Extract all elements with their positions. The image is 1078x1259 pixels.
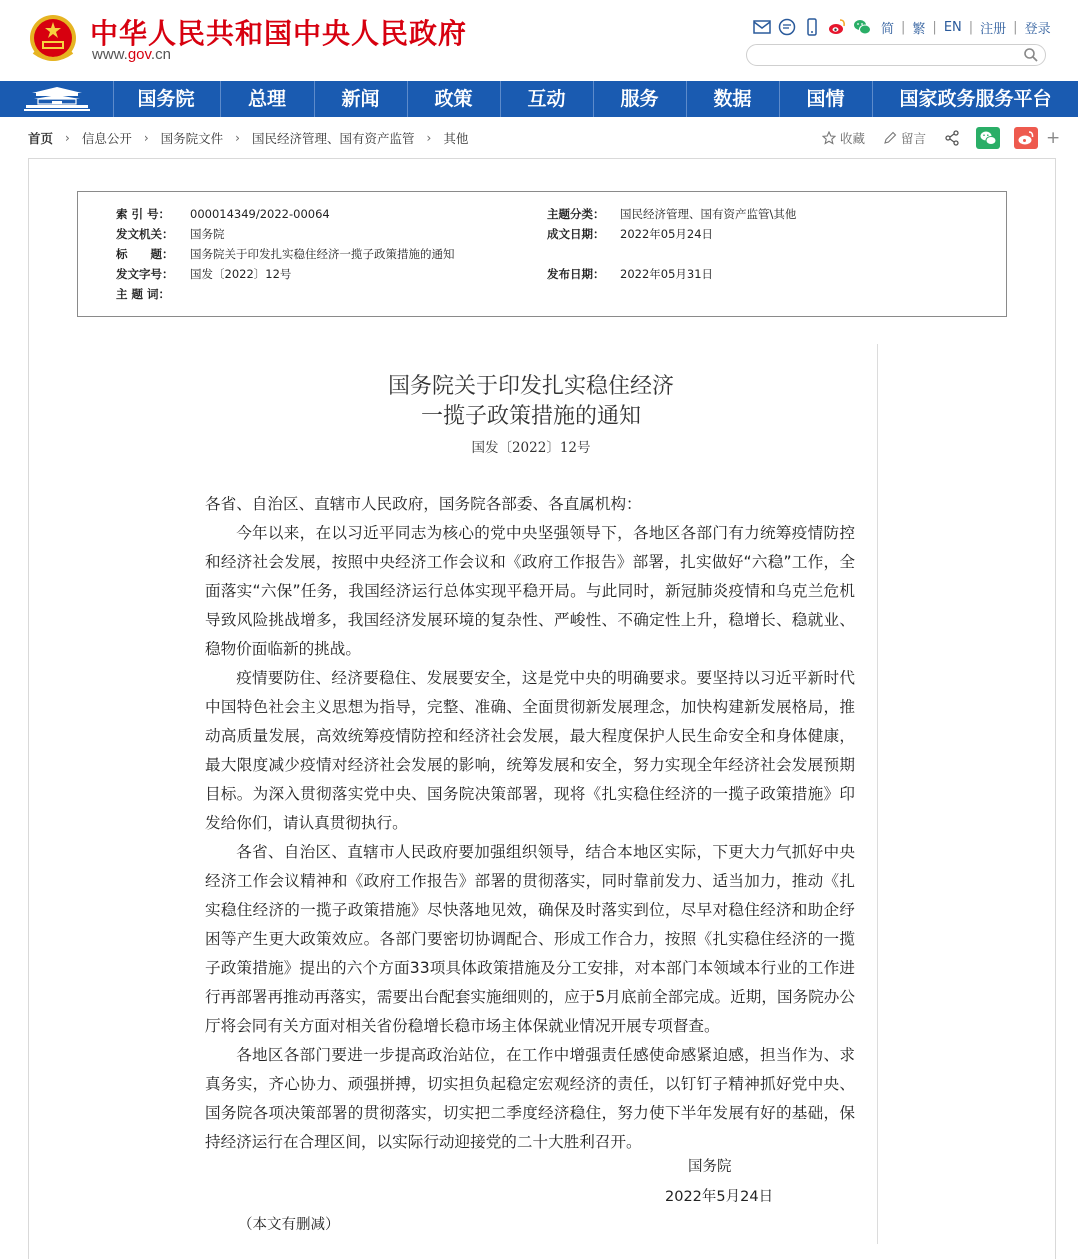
simplified-link[interactable]: 简 — [881, 21, 895, 37]
document-number: 国发〔2022〕12号 — [471, 440, 591, 456]
top-link-divider: | — [901, 19, 906, 35]
nav-item-data[interactable]: 数据 — [713, 88, 752, 110]
mail-icon[interactable] — [752, 18, 772, 36]
nav-item-interaction[interactable]: 互动 — [527, 88, 566, 110]
comment-label: 留言 — [901, 131, 927, 146]
chevron-right-icon: › — [143, 131, 149, 145]
nav-item-premier[interactable]: 总理 — [247, 88, 286, 110]
chevron-right-icon: › — [426, 131, 432, 145]
site-url-suffix: .cn — [150, 46, 171, 63]
site-url[interactable] — [92, 46, 171, 63]
document-title-line-1: 国务院关于印发扎实稳住经济 — [387, 374, 674, 399]
login-link[interactable]: 登录 — [1024, 21, 1051, 37]
search-box — [746, 44, 1046, 66]
favorite-label: 收藏 — [840, 131, 866, 146]
breadcrumb-info-disclosure[interactable]: 信息公开 — [81, 131, 132, 146]
national-emblem-icon[interactable] — [28, 12, 78, 66]
meta-value-docno: 国发〔2022〕12号 — [190, 267, 292, 281]
share-weibo-icon[interactable] — [1014, 127, 1038, 149]
meta-row-issuer — [78, 226, 1006, 242]
meta-value-published-date: 2022年05月31日 — [620, 267, 714, 281]
meta-label-keywords: 主 题 词： — [116, 287, 171, 301]
meta-label-written-date: 成文日期： — [547, 227, 605, 241]
search-input[interactable] — [757, 46, 1021, 66]
traditional-link[interactable]: 繁 — [912, 21, 926, 37]
top-link-divider: | — [968, 19, 974, 35]
site-title[interactable]: 中华人民共和国中央人民政府 — [90, 17, 468, 50]
message-icon[interactable] — [777, 18, 797, 36]
more-share-button[interactable]: + — [1046, 128, 1061, 148]
meta-value-index: 000014349/2022-00064 — [190, 207, 330, 221]
english-link[interactable]: EN — [943, 19, 962, 35]
search-icon[interactable] — [1023, 47, 1039, 63]
meta-row-docno — [78, 266, 1006, 282]
main-nav — [0, 79, 1078, 117]
meta-value-written-date: 2022年05月24日 — [620, 227, 714, 241]
nav-item-news[interactable]: 新闻 — [341, 88, 380, 110]
star-icon — [822, 131, 836, 145]
nav-item-national-info[interactable]: 国情 — [806, 88, 845, 110]
weibo-icon[interactable] — [827, 18, 847, 36]
meta-label-issuer: 发文机关： — [116, 227, 174, 241]
paragraph: 各省、自治区、直辖市人民政府要加强组织领导，结合本地区实际，下更大力气抓好中央经济工作会议精神和《政府工作报告》部署的贯彻落实，同时靠前发力、适当加力，推动《扎实稳住经济的一揽子政策措施》尽快落地见效，确保及时落实到位，尽早对稳住经济和助企纾困等产生更大政策效应。各部门要密切协调配合、形成工作合力，按照《扎实稳住经济的一揽子政策措施》提出的六个方面33项具体政策措施及分工安排，对本部门本领域本行业的工作进行再部署再推动再落实，需要出台配套实施细则的，应于5月底前全部完成。近期，国务院办公厅将会同有关方面对相关省份稳增长稳市场主体保就业情况开展专项督查。 — [205, 843, 855, 1035]
breadcrumb-state-council-docs[interactable]: 国务院文件 — [160, 131, 224, 146]
meta-row-index — [78, 206, 1006, 222]
paragraph: 疫情要防住、经济要稳住、发展要安全，这是党中央的明确要求。要坚持以习近平新时代中国特色社会主义思想为指导，完整、准确、全面贯彻新发展理念，加快构建新发展格局，推动高质量发展，高效统筹疫情防控和经济社会发展，最大程度保护人民生命安全和身体健康，最大限度减少疫情对经济社会发展的影响，统筹发展和安全，努力实现全年经济社会发展预期目标。为深入贯彻落实党中央、国务院决策部署，现将《扎实稳住经济的一揽子政策措施》印发给你们，请认真贯彻执行。 — [205, 669, 855, 832]
top-link-divider: | — [932, 19, 937, 35]
favorite-button[interactable] — [822, 129, 865, 147]
content-divider — [877, 344, 878, 1244]
page-tools — [822, 127, 1060, 149]
tiananmen-logo-icon[interactable] — [22, 85, 92, 113]
meta-value-topic: 国民经济管理、国有资产监管\其他 — [620, 207, 797, 221]
site-header — [0, 0, 1078, 78]
meta-row-keywords — [78, 286, 1006, 302]
meta-label-topic: 主题分类： — [547, 207, 605, 221]
meta-label-index: 索 引 号： — [116, 207, 171, 221]
meta-label-docno: 发文字号： — [116, 267, 174, 281]
share-icon[interactable] — [944, 130, 964, 146]
pencil-icon — [883, 131, 897, 145]
nav-item-gov-service-platform[interactable]: 国家政务服务平台 — [899, 88, 1052, 110]
register-link[interactable]: 注册 — [980, 21, 1007, 37]
document-title — [206, 372, 856, 432]
document-meta-table — [77, 191, 1007, 317]
top-link-divider: | — [1013, 19, 1018, 35]
comment-button[interactable] — [883, 129, 926, 147]
signer: 国务院 — [688, 1159, 732, 1175]
breadcrumb-economy-management[interactable]: 国民经济管理、国有资产监管 — [251, 131, 415, 146]
nav-item-state-council[interactable]: 国务院 — [137, 88, 195, 110]
paragraph: 今年以来，在以习近平同志为核心的党中央坚强领导下，各地区各部门有力统筹疫情防控和经济社会发展，按照中央经济工作会议和《政府工作报告》部署，扎实做好“六稳”工作，全面落实“六保”任务，我国经济运行总体实现平稳开局。与此同时，新冠肺炎疫情和乌克兰危机导致风险挑战增多，我国经济发展环境的复杂性、严峻性、不确定性上升，稳增长、稳就业、稳物价面临新的挑战。 — [205, 524, 855, 658]
abridged-note: （本文有删减） — [238, 1217, 340, 1233]
nav-item-policy[interactable]: 政策 — [434, 88, 473, 110]
document-body — [205, 490, 855, 1157]
meta-value-title: 国务院关于印发扎实稳住经济一揽子政策措施的通知 — [190, 247, 455, 261]
share-wechat-icon[interactable] — [976, 127, 1000, 149]
meta-row-title — [78, 246, 1006, 262]
meta-label-title: 标 题： — [116, 247, 174, 261]
meta-label-published-date: 发布日期： — [547, 267, 605, 281]
chevron-right-icon: › — [65, 131, 70, 145]
paragraph: 各地区各部门要进一步提高政治站位，在工作中增强责任感使命感紧迫感，担当作为、求真务实，齐心协力、顽强拼搏，切实担负起稳定宏观经济的责任，以钉钉子精神抓好党中央、国务院各项决策部署的贯彻落实，切实把二季度经济稳住，努力使下半年发展有好的基础，保持经济运行在合理区间，以实际行动迎接党的二十大胜利召开。 — [205, 1046, 855, 1151]
breadcrumb — [28, 129, 468, 147]
mobile-icon[interactable] — [802, 18, 822, 36]
signing-date: 2022年5月24日 — [665, 1189, 774, 1205]
site-url-prefix: www. — [92, 46, 128, 63]
document-title-line-2: 一揽子政策措施的通知 — [420, 404, 641, 429]
top-links — [752, 17, 1055, 37]
chevron-right-icon: › — [235, 131, 240, 145]
nav-item-services[interactable]: 服务 — [620, 88, 659, 110]
breadcrumb-other[interactable]: 其他 — [443, 131, 469, 146]
site-url-highlight: gov — [127, 46, 151, 63]
salutation: 各省、自治区、直辖市人民政府，国务院各部委、各直属机构： — [205, 495, 642, 513]
meta-value-issuer: 国务院 — [190, 227, 225, 241]
wechat-icon[interactable] — [852, 18, 872, 36]
breadcrumb-home[interactable]: 首页 — [28, 131, 54, 146]
